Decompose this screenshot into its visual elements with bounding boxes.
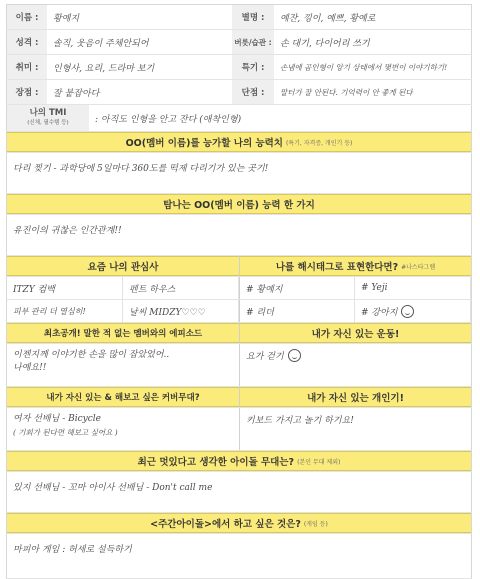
hashtag-sub: #나스타그램	[401, 263, 436, 271]
cover-gag-answer-row	[6, 408, 472, 451]
interest-item: 펜트 하우스	[123, 277, 239, 299]
stage-header	[6, 451, 472, 472]
weakness-label: 단점 :	[232, 80, 274, 104]
episode-title: 최초공개! 말한 적 없는 멤버와의 에피소드	[7, 323, 239, 343]
skill-answer: 다리 찢기 - 과학당에 5일마다 360도를 떡제 다리기가 있는 곳기!	[13, 164, 269, 174]
weekly-title: <주간아이돌>에서 하고 싶은 것은?	[150, 519, 301, 530]
skill-answer-row	[6, 153, 472, 194]
covet-answer-row	[6, 215, 472, 256]
episode-sport-header	[6, 323, 472, 344]
strength-value: 잘 붙잡아다	[53, 88, 100, 99]
skill-title: OO(멤버 이름)를 능가할 나의 능력치	[125, 138, 283, 149]
stage-answer-row	[6, 472, 472, 513]
covet-header	[6, 194, 472, 215]
smiley-face-icon	[401, 305, 414, 318]
covet-title: 탐나는 OO(멤버 이름) 능력 한 가지	[7, 194, 471, 214]
gag-title: 내가 자신 있는 개인기!	[239, 387, 471, 407]
skill-header	[6, 132, 472, 153]
talent-value: 손냄에 곰인형이 앙기 상태에서 몇번이 이야기하기!	[280, 62, 448, 72]
hashtag-item: # 황예지	[239, 277, 355, 299]
interest-title: 요즘 나의 관심사	[7, 256, 239, 276]
talent-label: 특기 :	[232, 55, 274, 79]
tmi-value: : 아직도 인형을 안고 잔다 (애착인형)	[95, 114, 242, 125]
hashtag-item: # 강아지	[361, 307, 398, 318]
covet-answer: 유진이의 귀찮은 인간관계!!	[13, 226, 122, 236]
episode-sport-answer-row	[6, 344, 472, 387]
strength-label: 장점 :	[7, 80, 47, 104]
weekly-answer: 마피아 게임 : 허세로 설득하기	[13, 545, 132, 555]
row-hobby	[6, 55, 472, 80]
interest-item: 날씨 MIDZY♡♡♡	[123, 300, 239, 322]
episode-answer	[7, 344, 239, 386]
stage-answer: 있지 선배님 - 꼬마 아이사 선배님 - Don't call me	[13, 483, 213, 493]
stage-sub: (본인 무대 제외)	[297, 458, 341, 466]
hashtag-title-wrap	[239, 256, 471, 276]
cover-gag-header	[6, 387, 472, 408]
weekly-header	[6, 513, 472, 534]
weakness-value: 말터가 잘 안된다. 기억력이 안 좋게 된다	[280, 87, 413, 97]
weekly-title-wrap	[7, 513, 471, 533]
cover-answer-line: ( 기회가 된다면 해보고 싶어요 )	[13, 428, 118, 437]
sport-title: 내가 자신 있는 운동!	[239, 323, 471, 343]
name-label: 이름 :	[7, 5, 47, 29]
interest-hashtag-header	[6, 256, 472, 277]
hobby-value: 인형사, 요리, 드라마 보기	[53, 63, 155, 74]
sport-answer	[239, 344, 471, 386]
cover-title: 내가 자신 있는 & 해보고 싶은 커버무대?	[7, 387, 239, 407]
stage-title-wrap	[7, 451, 471, 471]
interest-item: 피부 관리 더 열심히!	[7, 300, 123, 322]
nickname-label: 별명 :	[232, 5, 274, 29]
interest-row-1	[6, 277, 472, 300]
weekly-answer-row	[6, 534, 472, 579]
tmi-label-block	[7, 105, 89, 131]
name-value: 황예지	[53, 13, 80, 24]
habit-value: 손 대기, 다이어리 쓰기	[280, 38, 370, 49]
interest-row-2	[6, 300, 472, 323]
hashtag-title: 나를 해시태그로 표현한다면?	[275, 262, 399, 273]
cover-answer	[7, 408, 239, 450]
personality-value: 솔직, 웃음이 주체안되어	[53, 38, 149, 49]
hashtag-item: # Yeji	[355, 277, 471, 299]
hashtag-item-with-sticker	[355, 300, 471, 322]
smiley-face-icon	[288, 349, 301, 362]
skill-sub: (특기, 자격증, 개인기 등)	[285, 139, 353, 147]
row-name	[6, 4, 472, 30]
profile-form	[6, 4, 472, 579]
stage-title: 최근 멋있다고 생각한 아이돌 무대는?	[137, 457, 295, 468]
row-tmi	[6, 105, 472, 132]
habit-label: 버릇/습관 :	[232, 30, 274, 54]
row-personality	[6, 30, 472, 55]
episode-answer-line: 이젠지께 이야기한 손을 많이 잡았었어..	[13, 350, 170, 360]
episode-answer-line: 나예요!!	[13, 363, 47, 373]
tmi-label-sub: (신체, 필수템 등)	[27, 120, 69, 126]
cover-answer-line: 여자 선배님 - Bicycle	[13, 414, 101, 424]
personality-label: 성격 :	[7, 30, 47, 54]
interest-item: ITZY 컴백	[7, 277, 123, 299]
tmi-label: 나의 TMI	[29, 108, 67, 118]
hashtag-item: # 리더	[239, 300, 355, 322]
sport-answer-text: 요가 걷기	[246, 352, 284, 362]
hobby-label: 취미 :	[7, 55, 47, 79]
weekly-sub: (게임 등)	[303, 520, 328, 528]
nickname-value: 예잔, 낑이, 예쁘, 황예로	[280, 13, 376, 24]
gag-answer: 키보드 가지고 놀기 하기요!	[239, 408, 471, 450]
row-strength	[6, 80, 472, 105]
skill-title-wrap	[7, 132, 471, 152]
